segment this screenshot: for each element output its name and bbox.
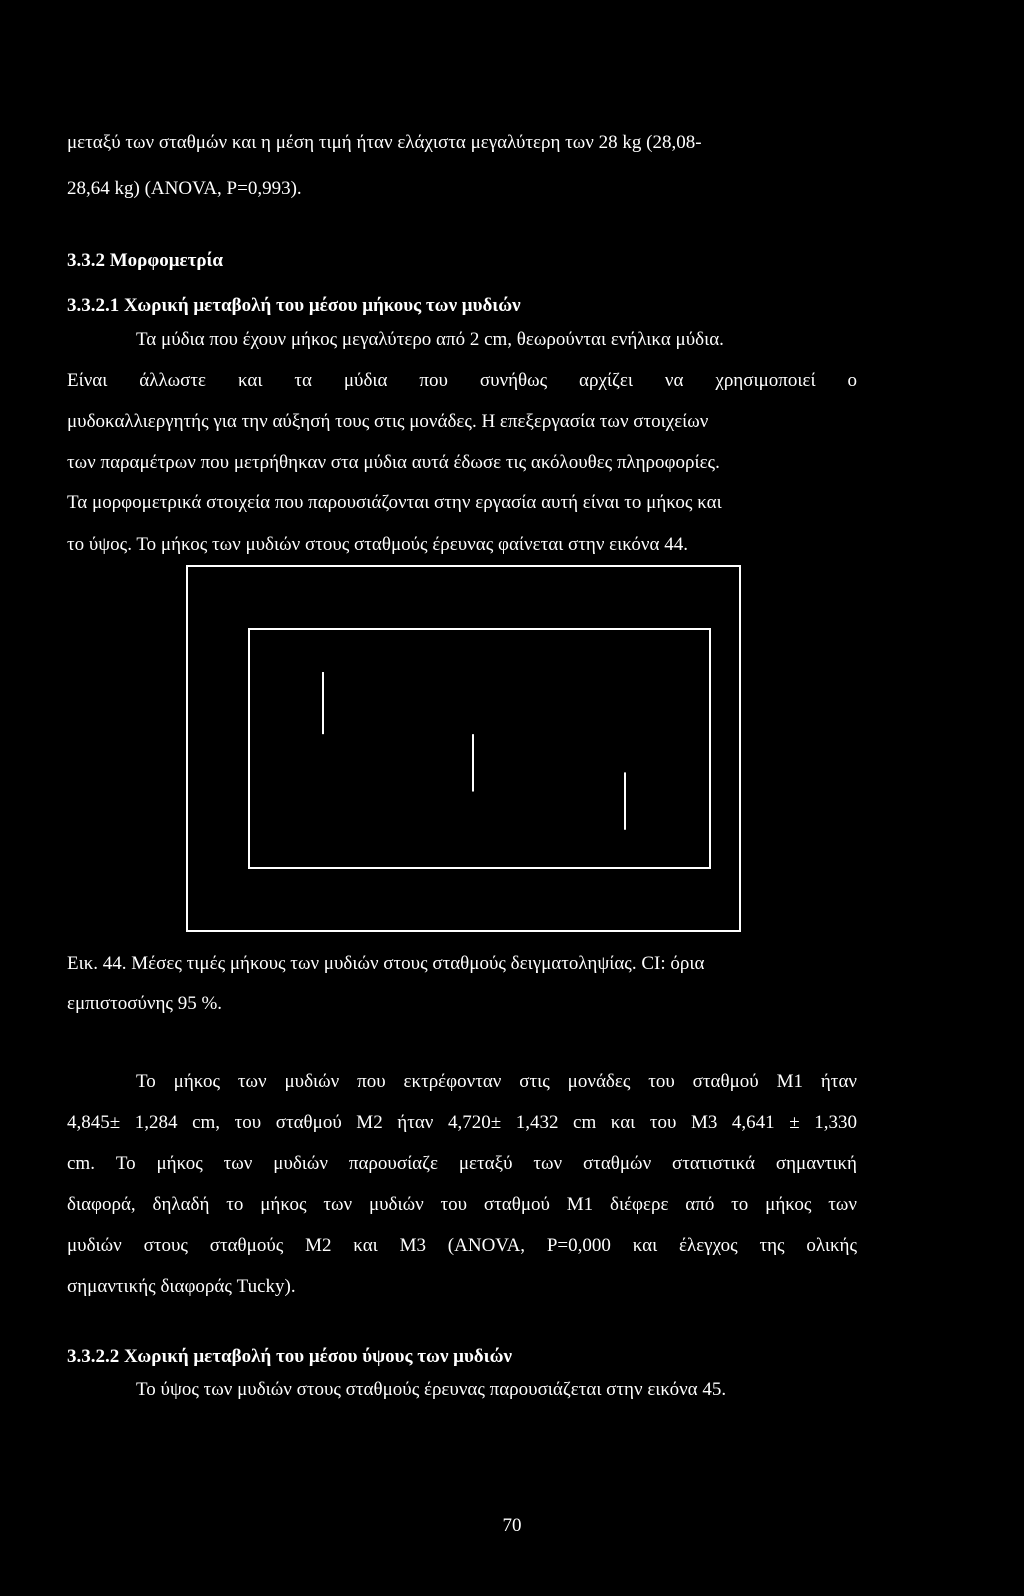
figure-44-chart	[186, 565, 742, 935]
para3-line-1: Το ύψος των μυδιών στους σταθμούς έρευνας παρουσιάζεται στην εικόνα 45.	[136, 1379, 727, 1400]
para1-line-5: Τα μορφομετρικά στοιχεία που παρουσιάζονται στην εργασία αυτή είναι το μήκος και	[67, 492, 722, 513]
para2-line-6: σημαντικής διαφοράς Tucky).	[67, 1276, 296, 1297]
para2-line-4: διαφορά, δηλαδή το μήκος των μυδιών του σταθμού Μ1 διέφερε από το μήκος των	[67, 1194, 857, 1215]
para2-line-2: 4,845± 1,284 cm, του σταθμού Μ2 ήταν 4,720± 1,432 cm και του Μ3 4,641 ± 1,330	[67, 1112, 857, 1133]
section-heading-3-3-2-2: 3.3.2.2 Χωρική μεταβολή του μέσου ύψους των μυδιών	[67, 1346, 512, 1367]
para2-line-5: μυδιών στους σταθμούς Μ2 και Μ3 (ANOVA, P=0,000 και έλεγχος της ολικής	[67, 1235, 857, 1256]
figure-caption-line-2: εμπιστοσύνης 95 %.	[67, 993, 223, 1014]
para1-line-3: μυδοκαλλιεργητής για την αύξησή τους στις μονάδες. Η επεξεργασία των στοιχείων	[67, 411, 709, 432]
figure-plot-area	[249, 629, 710, 868]
section-heading-3-3-2: 3.3.2 Μορφομετρία	[67, 250, 224, 271]
page-number: 70	[502, 1515, 522, 1536]
section-heading-3-3-2-1: 3.3.2.1 Χωρική μεταβολή του μέσου μήκους των μυδιών	[67, 295, 521, 316]
para1-line-1: Τα μύδια που έχουν μήκος μεγαλύτερο από 2 cm, θεωρούνται ενήλικα μύδια.	[136, 329, 724, 350]
text-line-2: 28,64 kg) (ANOVA, P=0,993).	[67, 178, 302, 199]
para2-line-3: cm. Το μήκος των μυδιών παρουσίαζε μεταξύ των σταθμών στατιστικά σημαντική	[67, 1153, 857, 1174]
para1-line-6: το ύψος. Το μήκος των μυδιών στους σταθμούς έρευνας φαίνεται στην εικόνα 44.	[67, 534, 688, 555]
para2-line-1: Το μήκος των μυδιών που εκτρέφονταν στις μονάδες του σταθμού Μ1 ήταν	[136, 1071, 857, 1092]
figure-caption-line-1: Εικ. 44. Μέσες τιμές μήκους των μυδιών στους σταθμούς δειγματοληψίας. CI: όρια	[67, 953, 705, 974]
para1-line-4: των παραμέτρων που μετρήθηκαν στα μύδια αυτά έδωσε τις ακόλουθες πληροφορίες.	[67, 452, 720, 473]
text-line-1: μεταξύ των σταθμών και η μέση τιμή ήταν ελάχιστα μεγαλύτερη των 28 kg (28,08-	[67, 132, 702, 153]
para1-line-2: Είναι άλλωστε και τα μύδια που συνήθως αρχίζει να χρησιμοποιεί ο	[67, 370, 857, 391]
